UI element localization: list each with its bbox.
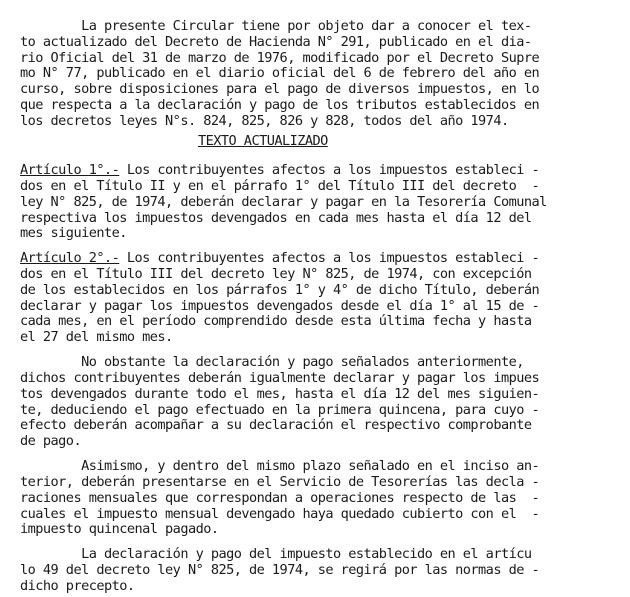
article1-heading: Artículo 1°.- (20, 162, 120, 178)
paragraph4-line: Asimismo, y dentro del mismo plazo señalado en el inciso an- (20, 458, 540, 474)
paragraph4-line: terior, deberán presentarse en el Servicio de Tesorerías las decla - (20, 474, 540, 490)
paragraph3-line: dichos contribuyentes deberán igualmente declarar y pagar los impues (20, 370, 540, 386)
article2-line: el 27 del mismo mes. (20, 329, 173, 345)
paragraph5-line: dicho precepto. (20, 578, 135, 594)
article1-line: mes siguiente. (20, 225, 127, 241)
paragraph4-line: impuesto quincenal pagado. (20, 521, 219, 537)
intro-line: los decretos leyes N°s. 824, 825, 826 y 828, todos del año 1974. (20, 113, 509, 129)
paragraph4-line: cuales el impuesto mensual devengado haya quedado cubierto con el - (20, 506, 540, 522)
article2-line: declarar y pagar los impuestos devengados desde el día 1° al 15 de - (20, 298, 540, 314)
paragraph5-line: lo 49 del decreto ley N° 825, de 1974, se regirá por las normas de - (20, 562, 540, 578)
document-title: TEXTO ACTUALIZADO (198, 133, 328, 149)
article2-first-text: Los contribuyentes afectos a los impuestos estableci - (119, 250, 540, 266)
article2-first-line (20, 250, 539, 266)
intro-line: La presente Circular tiene por objeto dar a conocer el tex- (20, 18, 532, 34)
article1-line: respectiva los impuestos devengados en cada mes hasta el día 12 del (20, 210, 532, 226)
paragraph3-line: tos devengados durante todo el mes, hasta el día 12 del mes siguien- (20, 386, 540, 402)
article2-line: de los establecidos en los párrafos 1° y 4° de dicho Título, deberán (20, 282, 540, 298)
intro-line: curso, sobre disposiciones para el pago de diversos impuestos, en lo (20, 81, 540, 97)
intro-line: mo N° 77, publicado en el diario oficial del 6 de febrero del año en (20, 65, 540, 81)
paragraph4-line: raciones mensuales que correspondan a operaciones respecto de las - (20, 490, 540, 506)
intro-line: to actualizado del Decreto de Hacienda N° 291, publicado en el dia- (20, 34, 532, 50)
article1-first-line (20, 162, 539, 178)
paragraph3-line: No obstante la declaración y pago señalados anteriormente, (20, 354, 524, 370)
paragraph3-line: te, deduciendo el pago efectuado en la primera quincena, para cuyo - (20, 402, 540, 418)
article2-line: cada mes, en el período comprendido desde esta última fecha y hasta (20, 313, 532, 329)
article1-first-text: Los contribuyentes afectos a los impuestos estableci - (119, 162, 540, 178)
intro-line: rio Oficial del 31 de marzo de 1976, modificado por el Decreto Supre (20, 50, 540, 66)
paragraph3-line: de pago. (20, 433, 82, 449)
paragraph3-line: efecto deberán acompañar a su declaración el respectivo comprobante (20, 417, 532, 433)
article2-heading: Artículo 2°.- (20, 250, 120, 266)
article1-line: dos en el Título II y en el párrafo 1° del Título III del decreto - (20, 178, 540, 194)
article2-line: dos en el Título III del decreto ley N° 825, de 1974, con excepción (20, 266, 532, 282)
article1-line: ley N° 825, de 1974, deberán declarar y pagar en la Tesorería Comunal (20, 194, 547, 210)
intro-line: que respecta a la declaración y pago de los tributos establecidos en (20, 97, 540, 113)
paragraph5-line: La declaración y pago del impuesto establecido en el artícu (20, 546, 532, 562)
